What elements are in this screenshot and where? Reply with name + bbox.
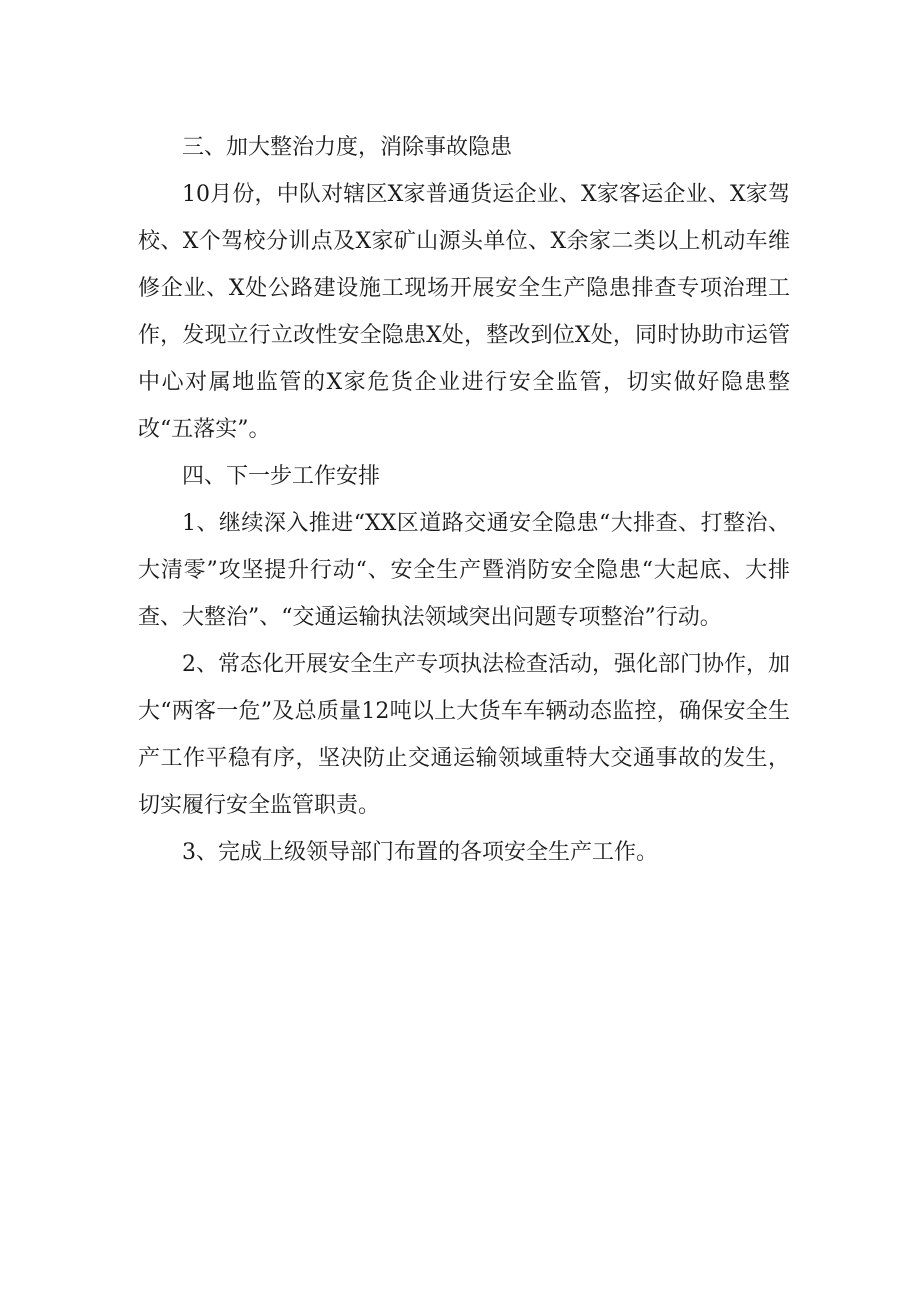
document-body [138, 124, 790, 876]
paragraph-october-inspection: 10月份，中队对辖区X家普通货运企业、X家客运企业、X家驾校、X个驾校分训点及X家矿山源头单位、X余家二类以上机动车维修企业、X处公路建设施工现场开展安全生产隐患排查专项治理工作，发现立行立改性安全隐患X处，整改到位X处，同时协助市运管中心对属地监管的X家危货企业进行安全监管，切实做好隐患整改“五落实”。 [138, 182, 790, 442]
list-item-1: 1、继续深入推进“XX区道路交通安全隐患“大排查、打整治、大清零”攻坚提升行动“、安全生产暨消防安全隐患“大起底、大排查、大整治”、“交通运输执法领域突出问题专项整治”行动。 [138, 511, 790, 630]
list-item-3: 3、完成上级领导部门布置的各项安全生产工作。 [182, 840, 658, 865]
list-item-2: 2、常态化开展安全生产专项执法检查活动，强化部门协作，加大“两客一危”及总质量12吨以上大货车车辆动态监控，确保安全生产工作平稳有序，坚决防止交通运输领域重特大交通事故的发生，切实履行安全监管职责。 [138, 652, 790, 818]
section-heading-next-steps: 四、下一步工作安排 [182, 464, 381, 489]
section-heading-rectification: 三、加大整治力度，消除事故隐患 [182, 135, 513, 160]
